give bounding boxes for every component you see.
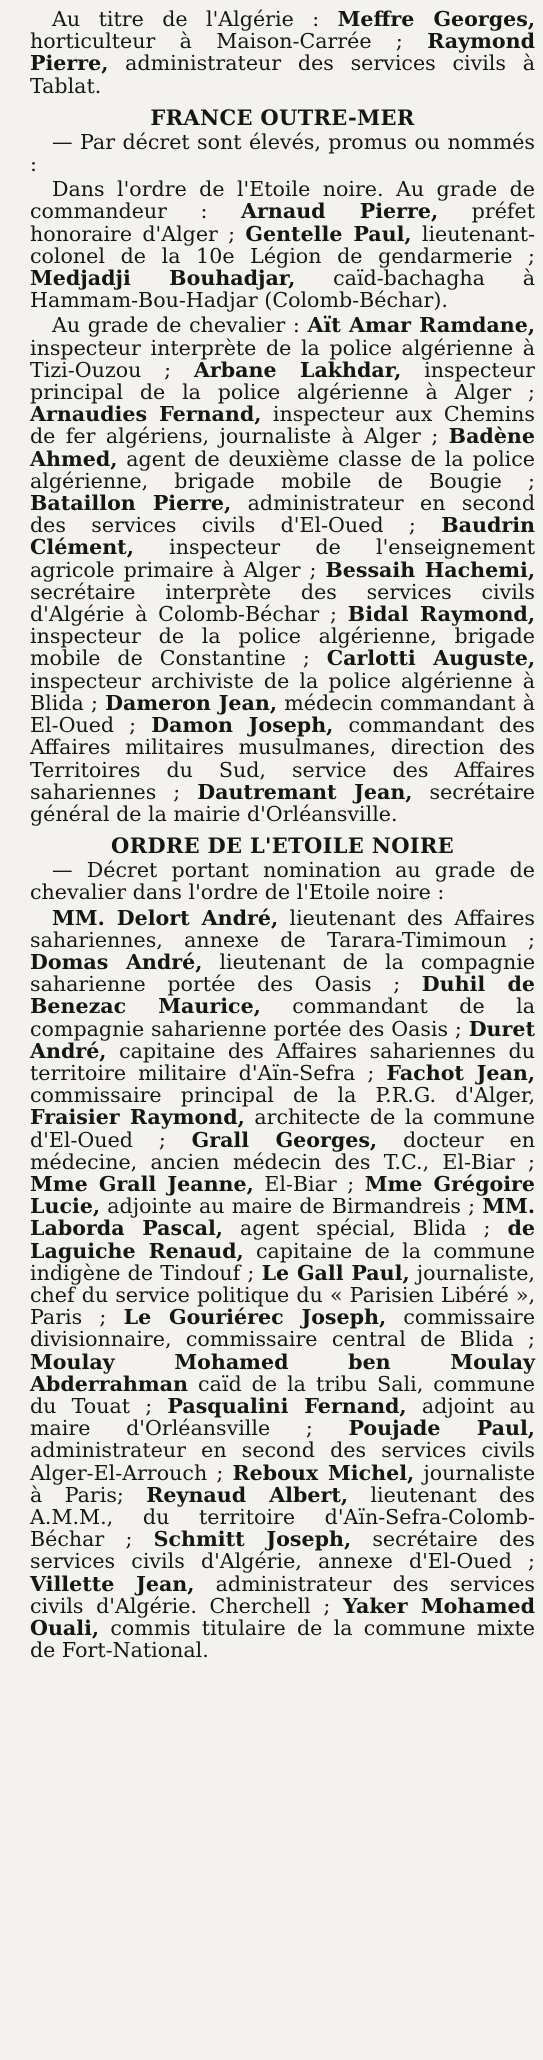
person-name: Meffre Georges, bbox=[337, 7, 535, 31]
text-run: horticulteur à Maison-Carrée ; bbox=[30, 29, 428, 54]
person-name: Baudrin Clément, bbox=[30, 513, 535, 560]
text-run: préfet honoraire d'Alger ; bbox=[30, 199, 535, 246]
text-run: adjoint au maire d'Orléansville ; bbox=[30, 1393, 535, 1441]
person-name: Duhil de Benezac Maurice, bbox=[30, 972, 535, 1019]
person-name: de Laguiche Renaud, bbox=[30, 1216, 536, 1263]
person-name: Le Gouriérec Joseph, bbox=[123, 1305, 387, 1330]
text-run: inspecteur aux Chemins de fer algériens, journaliste à Alger ; bbox=[30, 402, 535, 449]
person-name: Bessaih Hachemi, bbox=[325, 557, 535, 582]
text-run: inspecteur de la police algérienne, brigade mobile de Constantine ; bbox=[30, 624, 535, 671]
text-run: Au titre de l'Algérie : bbox=[52, 7, 338, 31]
article-paragraph bbox=[30, 131, 535, 175]
text-run: — Décret portant nomination au grade de chevalier dans l'ordre de l'Etoile noire : bbox=[30, 858, 535, 905]
person-name: Dautremant Jean, bbox=[197, 779, 413, 804]
person-name: Pasqualini Fernand, bbox=[167, 1393, 407, 1418]
section-heading: FRANCE OUTRE-MER bbox=[150, 104, 415, 130]
person-name: MM. Laborda Pascal, bbox=[30, 1194, 535, 1241]
text-run: journaliste à Paris; bbox=[30, 1460, 536, 1507]
person-name: Arnaudies Fernand, bbox=[30, 402, 262, 427]
person-name: Arnaud Pierre, bbox=[241, 199, 439, 224]
section-heading: ORDRE DE L'ETOILE NOIRE bbox=[111, 833, 454, 859]
text-run: commis titulaire de la commune mixte de Fort-National. bbox=[30, 1616, 535, 1663]
text-run: agent spécial, Blida ; bbox=[222, 1216, 508, 1241]
person-name: Grall Georges, bbox=[191, 1127, 378, 1152]
text-run: Au grade de chevalier : bbox=[52, 313, 308, 338]
text-run: commissaire principal de la P.R.G. d'Alger, bbox=[30, 1083, 535, 1108]
text-run: commissaire divisionnaire, commissaire central de Blida ; bbox=[30, 1305, 536, 1352]
text-run: capitaine de la commune indigène de Tindouf ; bbox=[30, 1238, 535, 1285]
text-run: inspecteur archiviste de la police algérienne à Blida ; bbox=[30, 668, 535, 715]
text-run: médecin commandant à El-Oued ; bbox=[30, 690, 535, 738]
text-run: administrateur en second des services civils Alger-El-Arrouch ; bbox=[30, 1438, 535, 1485]
person-name: Aït Amar Ramdane, bbox=[307, 313, 535, 338]
person-name: Duret André, bbox=[30, 1016, 535, 1063]
person-name: Yaker Mohamed Ouali, bbox=[30, 1593, 535, 1641]
text-run: lieutenant-colonel de la 10e Légion de gendarmerie ; bbox=[30, 221, 535, 268]
person-name: Damon Joseph, bbox=[151, 713, 334, 738]
person-name: Schmitt Joseph, bbox=[153, 1527, 352, 1552]
text-run: administrateur en second des services civils d'El-Oued ; bbox=[30, 491, 536, 538]
person-name: Reboux Michel, bbox=[232, 1460, 415, 1485]
person-name: Moulay Mohamed ben Moulay Abderrahman bbox=[30, 1349, 535, 1396]
text-run: adjointe au maire de Birmandreis ; bbox=[100, 1194, 483, 1219]
person-name: Carlotti Auguste, bbox=[326, 646, 535, 671]
text-run: architecte de la commune d'El-Oued ; bbox=[30, 1105, 535, 1152]
person-name: Mme Grégoire Lucie, bbox=[30, 1171, 535, 1219]
text-run: — Par décret sont élevés, promus ou nommés : bbox=[30, 129, 535, 177]
person-name: Arbane Lakhdar, bbox=[193, 357, 402, 382]
text-run: agent de deuxième classe de la police algérienne, brigade mobile de Bougie ; bbox=[30, 446, 535, 493]
person-name: Le Gall Paul, bbox=[261, 1260, 410, 1285]
text-run: Dans l'ordre de l'Etoile noire. Au grade de commandeur : bbox=[30, 177, 535, 224]
person-name: Bataillon Pierre, bbox=[30, 491, 232, 516]
text-run: inspecteur principal de la police algérienne à Alger ; bbox=[30, 357, 535, 405]
text-run: secrétaire des services civils d'Algérie, annexe d'El-Oued ; bbox=[30, 1527, 535, 1574]
text-run: lieutenant des A.M.M., du territoire d'Aïn-Sefra-Colomb-Béchar ; bbox=[30, 1482, 535, 1552]
person-name: Bidal Raymond, bbox=[347, 602, 535, 627]
person-name: Fraisier Raymond, bbox=[30, 1105, 245, 1130]
article-paragraph bbox=[30, 907, 535, 1662]
text-run: caïd-bachagha à Hammam-Bou-Hadjar (Colomb-Béchar). bbox=[30, 266, 535, 313]
person-name: Medjadji Bouhadjar, bbox=[30, 266, 296, 291]
person-name: MM. Delort André, bbox=[52, 905, 279, 930]
article-paragraph bbox=[30, 178, 535, 311]
person-name: Poujade Paul, bbox=[348, 1416, 535, 1441]
article-paragraph bbox=[30, 314, 535, 825]
text-run: secrétaire général de la mairie d'Orléansville. bbox=[30, 779, 535, 826]
person-name: Raymond Pierre, bbox=[30, 29, 535, 76]
person-name: Badène Ahmed, bbox=[30, 424, 535, 471]
text-run: secrétaire interprète des services civils d'Algérie à Colomb-Béchar ; bbox=[30, 579, 535, 627]
text-run: administrateur des services civils à Tablat. bbox=[30, 51, 535, 98]
article-paragraph bbox=[30, 859, 535, 903]
text-run: journaliste, chef du service politique du « Parisien Libéré », Paris ; bbox=[30, 1260, 535, 1330]
article-paragraph bbox=[30, 8, 535, 97]
person-name: Gentelle Paul, bbox=[245, 221, 412, 246]
text-run: capitaine des Affaires sahariennes du territoire militaire d'Aïn-Sefra ; bbox=[30, 1038, 535, 1085]
text-run: inspecteur interprète de la police algérienne à Tizi-Ouzou ; bbox=[30, 335, 535, 382]
person-name: Dameron Jean, bbox=[105, 690, 278, 715]
person-name: Reynaud Albert, bbox=[146, 1482, 349, 1507]
text-run: El-Biar ; bbox=[253, 1171, 365, 1196]
text-run: lieutenant de la compagnie saharienne portée des Oasis ; bbox=[30, 949, 536, 997]
person-name: Mme Grall Jeanne, bbox=[30, 1171, 254, 1196]
text-run: commandant de la compagnie saharienne portée des Oasis ; bbox=[30, 994, 535, 1041]
text-run: commandant des Affaires militaires musulmanes, direction des Territoires du Sud, service des Affaires sahariennes ; bbox=[30, 713, 536, 804]
person-name: Villette Jean, bbox=[30, 1571, 195, 1596]
person-name: Domas André, bbox=[30, 949, 203, 974]
text-run: inspecteur de l'enseignement agricole primaire à Alger ; bbox=[30, 535, 535, 582]
text-run: lieutenant des Affaires sahariennes, annexe de Tarara-Timimoun ; bbox=[30, 905, 535, 952]
text-run: administrateur des services civils d'Algérie. Cherchell ; bbox=[30, 1571, 535, 1618]
text-run: docteur en médecine, ancien médecin des T.C., El-Biar ; bbox=[30, 1127, 535, 1174]
text-run: caïd de la tribu Sali, commune du Touat ; bbox=[30, 1371, 535, 1418]
person-name: Fachot Jean, bbox=[386, 1060, 535, 1085]
